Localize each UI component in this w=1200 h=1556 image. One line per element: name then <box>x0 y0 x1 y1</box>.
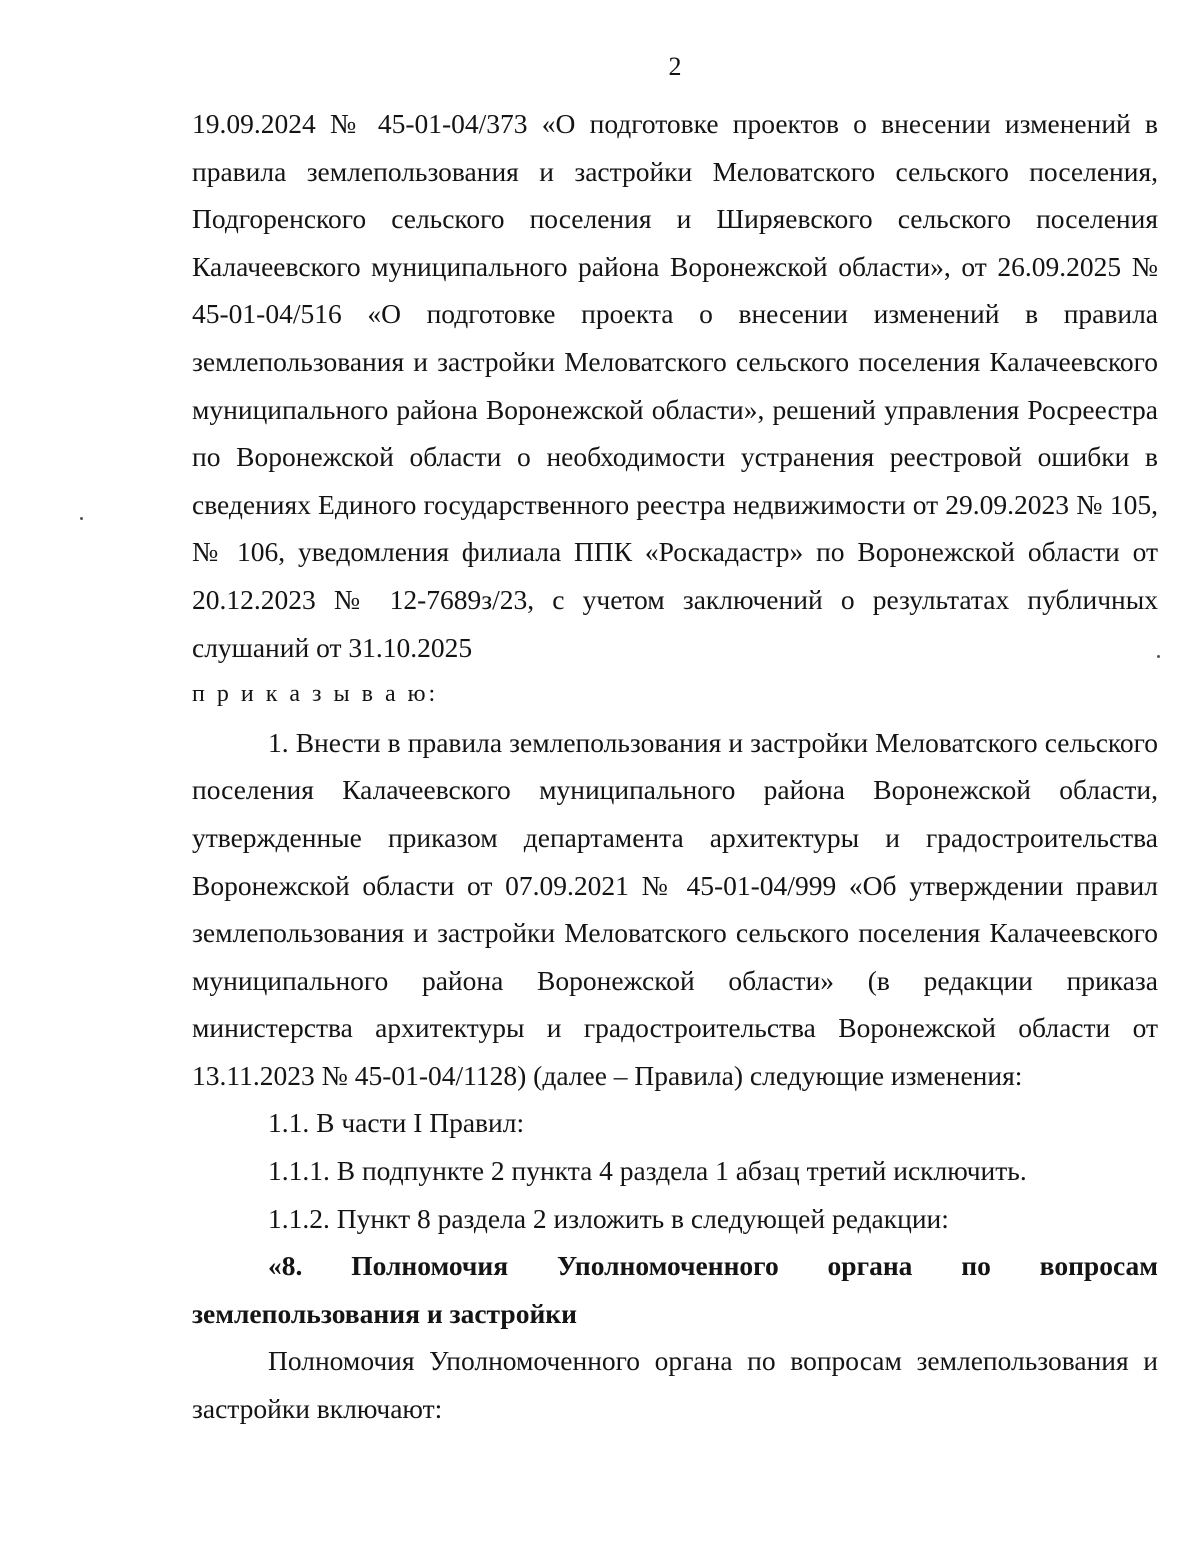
section-8-heading: «8. Полномочия Уполномоченного органа по вопросам землепользования и застройки <box>192 1250 1158 1329</box>
item-1-1-2-paragraph: 1.1.2. Пункт 8 раздела 2 изложить в следующей редакции: <box>268 1202 949 1234</box>
order-word: п р и к а з ы в а ю: <box>192 681 439 708</box>
scan-speck <box>1157 655 1160 658</box>
page-number: 2 <box>668 52 682 81</box>
document-body <box>192 100 1158 1433</box>
section-8-text: Полномочия Уполномоченного органа по вопросам землепользования и застройки включают: <box>192 1345 1158 1425</box>
item-1-1-1-paragraph: 1.1.1. В подпункте 2 пункта 4 раздела 1 абзац третий исключить. <box>268 1155 1027 1187</box>
item-1-1-paragraph: 1.1. В части I Правил: <box>268 1107 525 1139</box>
intro-paragraph: 19.09.2024 № 45-01-04/373 «О подготовке проектов о внесении изменений в правила землепользования и застройки Меловатского сельского поселения, Подгоренского сельского поселения и Ширяевского сельского поселения Калачеевского муниципального района Воронежской области», от 26.09.2025 № 45-01-04/516 «О подготовке проекта о внесении изменений в правила землепользования и застройки Меловатского сельского поселения Калачеевского муниципального района Воронежской области», решений управления Росреестра по Воронежской области о необходимости устранения реестровой ошибки в сведениях Единого государственного реестра недвижимости от 29.09.2023 № 105, № 106, уведомления филиала ППК «Роскадастр» по Воронежской области от 20.12.2023 № 12-7689з/23, с учетом заключений о результатах публичных слушаний от 31.10.2025 <box>192 108 1158 663</box>
scan-speck <box>80 517 83 520</box>
item-1-paragraph: 1. Внести в правила землепользования и застройки Меловатского сельского поселения Калачеевского муниципального района Воронежской области, утвержденные приказом департамента архитектуры и градостроительства Воронежской области от 07.09.2021 № 45-01-04/999 «Об утверждении правил землепользования и застройки Меловатского сельского поселения Калачеевского муниципального района Воронежской области» (в редакции приказа министерства архитектуры и градостроительства Воронежской области от 13.11.2023 № 45-01-04/1128) (далее – Правила) следующие изменения: <box>192 726 1158 1091</box>
